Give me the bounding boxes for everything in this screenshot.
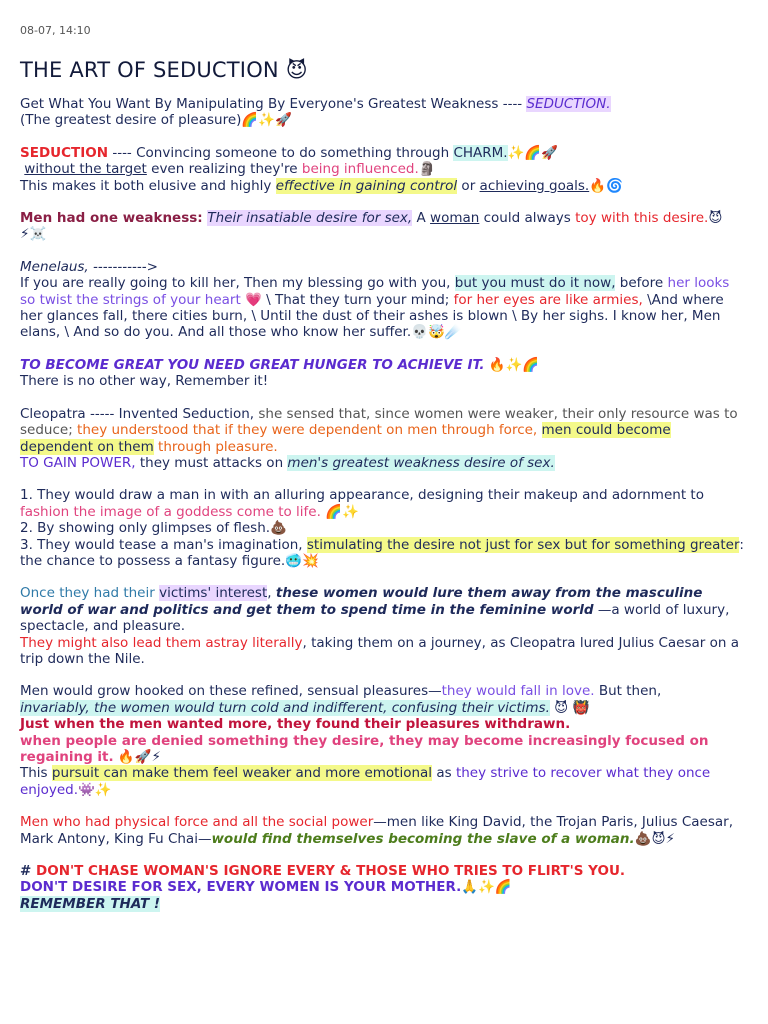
list-item-3: 3. They would tease a man's imagination, <box>20 536 307 553</box>
hash-mark: # <box>20 863 37 880</box>
pursuit-highlight: pursuit can make them feel weaker and more emotional <box>51 765 433 782</box>
emoji-7: 😈 👹 <box>549 699 590 716</box>
emoji-9: 👾✨ <box>78 781 112 798</box>
eyes-like-armies: for her eyes are like armies, <box>453 291 643 308</box>
cleopatra-force: they understood that if they were dependent on men through force, <box>77 422 542 439</box>
invariably-highlight: invariably, the women would turn cold and indifferent, confusing their victims. <box>20 699 550 716</box>
kings-text: —men like King David, the Trojan Paris, Julius Caesar, Mark Antony, King Fu Chai— <box>20 814 733 847</box>
through-pleasure: through pleasure. <box>153 438 278 455</box>
victims-interest: victims' interest <box>159 585 268 602</box>
goddess-text: fashion the image of a goddess come to life. <box>20 503 321 520</box>
emoji-1: ✨🌈🚀 <box>507 144 559 161</box>
paragraph-hooked <box>20 683 745 798</box>
paragraph-lure <box>20 585 745 667</box>
journey-text: , taking them on a journey, as Cleopatra lured Julius Caesar on a trip down the Nile. <box>20 634 739 667</box>
slave-text: would find themselves becoming the slave of a woman. <box>211 830 635 847</box>
desire-highlight: Their insatiable desire for sex, <box>207 210 413 227</box>
menelaus-text: If you are really going to kill her, Then my blessing go with you, <box>20 275 455 292</box>
weakness-heading: Men had one weakness: <box>20 210 208 227</box>
charm-highlight: CHARM. <box>453 144 508 161</box>
hunger-text: There is no other way, Remember it! <box>20 373 269 390</box>
gain-power-text: they must attacks on <box>135 454 288 471</box>
gain-power: TO GAIN POWER, <box>20 454 136 471</box>
weakness-text: A <box>412 210 431 227</box>
woman-underline: woman <box>430 210 480 227</box>
as-text: as <box>432 765 456 782</box>
once-they-had: Once they had their <box>20 585 160 602</box>
paragraph-hunger <box>20 357 745 390</box>
emoji-6: 🌈✨ <box>320 503 359 520</box>
lure-text: these women would lure them away from the masculine world of war and politics and get them to spend time in the feminine world <box>20 585 703 618</box>
emoji-10: 💩😈⚡ <box>634 830 676 847</box>
emoji-2: 🗿 <box>418 161 436 178</box>
weakness-text-2: could always <box>479 210 576 227</box>
list-item-1: 1. They would draw a man in with an alluring appearance, designing their makeup and adornment to <box>20 487 704 504</box>
strive-text: they strive to recover what they once enjoyed. <box>20 765 711 798</box>
emoji-3: 🔥🌀 <box>589 177 623 194</box>
emoji-5: 🔥✨🌈 <box>484 356 540 373</box>
emoji-8: 🔥🚀⚡ <box>113 749 162 765</box>
this-text: This <box>20 765 52 782</box>
comma-text: , <box>267 585 276 602</box>
toy-with-desire: toy with this desire. <box>575 210 709 227</box>
seduction-text-2: even realizing they're <box>146 161 302 178</box>
menelaus-text-4: \And where her glances fall, there cities burn, \ Until the dust of their ashes is blown \ By her sighs. I know her, Men elans, \ And so do you. And all those who know her suffer.💀🤯☄️ <box>20 291 724 341</box>
paragraph-intro <box>20 96 745 129</box>
lure-text-2: —a world of luxury, spectacle, and pleasure. <box>20 601 730 635</box>
effective-highlight: effective in gaining control <box>275 177 458 194</box>
menelaus-heading: Menelaus, -----------> <box>20 258 158 275</box>
intro-highlight: SEDUCTION. <box>526 96 611 112</box>
menelaus-text-2: before <box>615 275 668 292</box>
note-body <box>20 96 745 928</box>
paragraph-weakness <box>20 210 745 243</box>
paragraph-final <box>20 863 745 912</box>
fall-in-love: they would fall in love. <box>441 683 595 700</box>
physical-force: Men who had physical force and all the social power <box>20 814 374 831</box>
lead-astray: They might also lead them astray literally <box>20 634 303 651</box>
intro-text: Get What You Want By Manipulating By Everyone's Greatest Weakness ---- <box>20 96 527 112</box>
stimulating-highlight: stimulating the desire not just for sex but for something greater <box>306 536 740 553</box>
weakness-highlight: men's greatest weakness desire of sex. <box>287 454 555 471</box>
her-looks: her looks so twist the strings of your heart <box>20 275 730 308</box>
emoji-4: 😈⚡☠️ <box>20 210 723 243</box>
list-item-3-end: : the chance to possess a fantasy figure.🥶💥 <box>20 536 744 569</box>
dependent-highlight: men could become dependent on them <box>20 422 671 455</box>
paragraph-power <box>20 814 745 847</box>
hooked-text: Men would grow hooked on these refined, sensual pleasures— <box>20 683 442 700</box>
menelaus-text-3: 💗 \ That they turn your mind; <box>240 291 454 308</box>
dont-desire: DON'T DESIRE FOR SEX, EVERY WOMEN IS YOUR MOTHER.🙏✨🌈 <box>20 879 512 896</box>
achieving-goals: achieving goals. <box>479 177 590 194</box>
remember-that: REMEMBER THAT ! <box>20 895 161 912</box>
paragraph-list <box>20 487 745 569</box>
or-text: or <box>457 177 480 194</box>
list-item-2: 2. By showing only glimpses of flesh.💩 <box>20 520 287 537</box>
timestamp: 08-07, 14:10 <box>20 24 91 37</box>
do-it-now-highlight: but you must do it now, <box>454 275 616 292</box>
seduction-def: ---- Convincing someone to do something through <box>108 144 454 161</box>
page-title: THE ART OF SEDUCTION 😈 <box>20 58 308 82</box>
but-then: But then, <box>594 683 662 700</box>
without-target: without the target <box>24 161 147 178</box>
cleopatra-heading: Cleopatra ----- Invented Seduction, <box>20 405 259 422</box>
paragraph-cleopatra <box>20 406 745 472</box>
paragraph-seduction <box>20 145 745 194</box>
dont-chase: DON'T CHASE WOMAN'S IGNORE EVERY & THOSE WHO TRIES TO FLIRT'S YOU. <box>36 863 626 880</box>
seduction-term: SEDUCTION <box>20 144 109 161</box>
denied-text: when people are denied something they desire, they may become increasingly focused on regaining it. <box>20 732 709 765</box>
paragraph-menelaus <box>20 259 745 341</box>
cleopatra-text: she sensed that, since women were weaker, their only resource was to seduce; <box>20 405 738 439</box>
hunger-heading: TO BECOME GREAT YOU NEED GREAT HUNGER TO ACHIEVE IT. <box>20 356 485 373</box>
intro-subtitle: (The greatest desire of pleasure)🌈✨🚀 <box>20 112 292 129</box>
being-influenced: being influenced. <box>301 161 419 178</box>
seduction-text-3: This makes it both elusive and highly <box>20 177 276 194</box>
withdrawn-text: Just when the men wanted more, they found their pleasures withdrawn. <box>20 716 571 733</box>
